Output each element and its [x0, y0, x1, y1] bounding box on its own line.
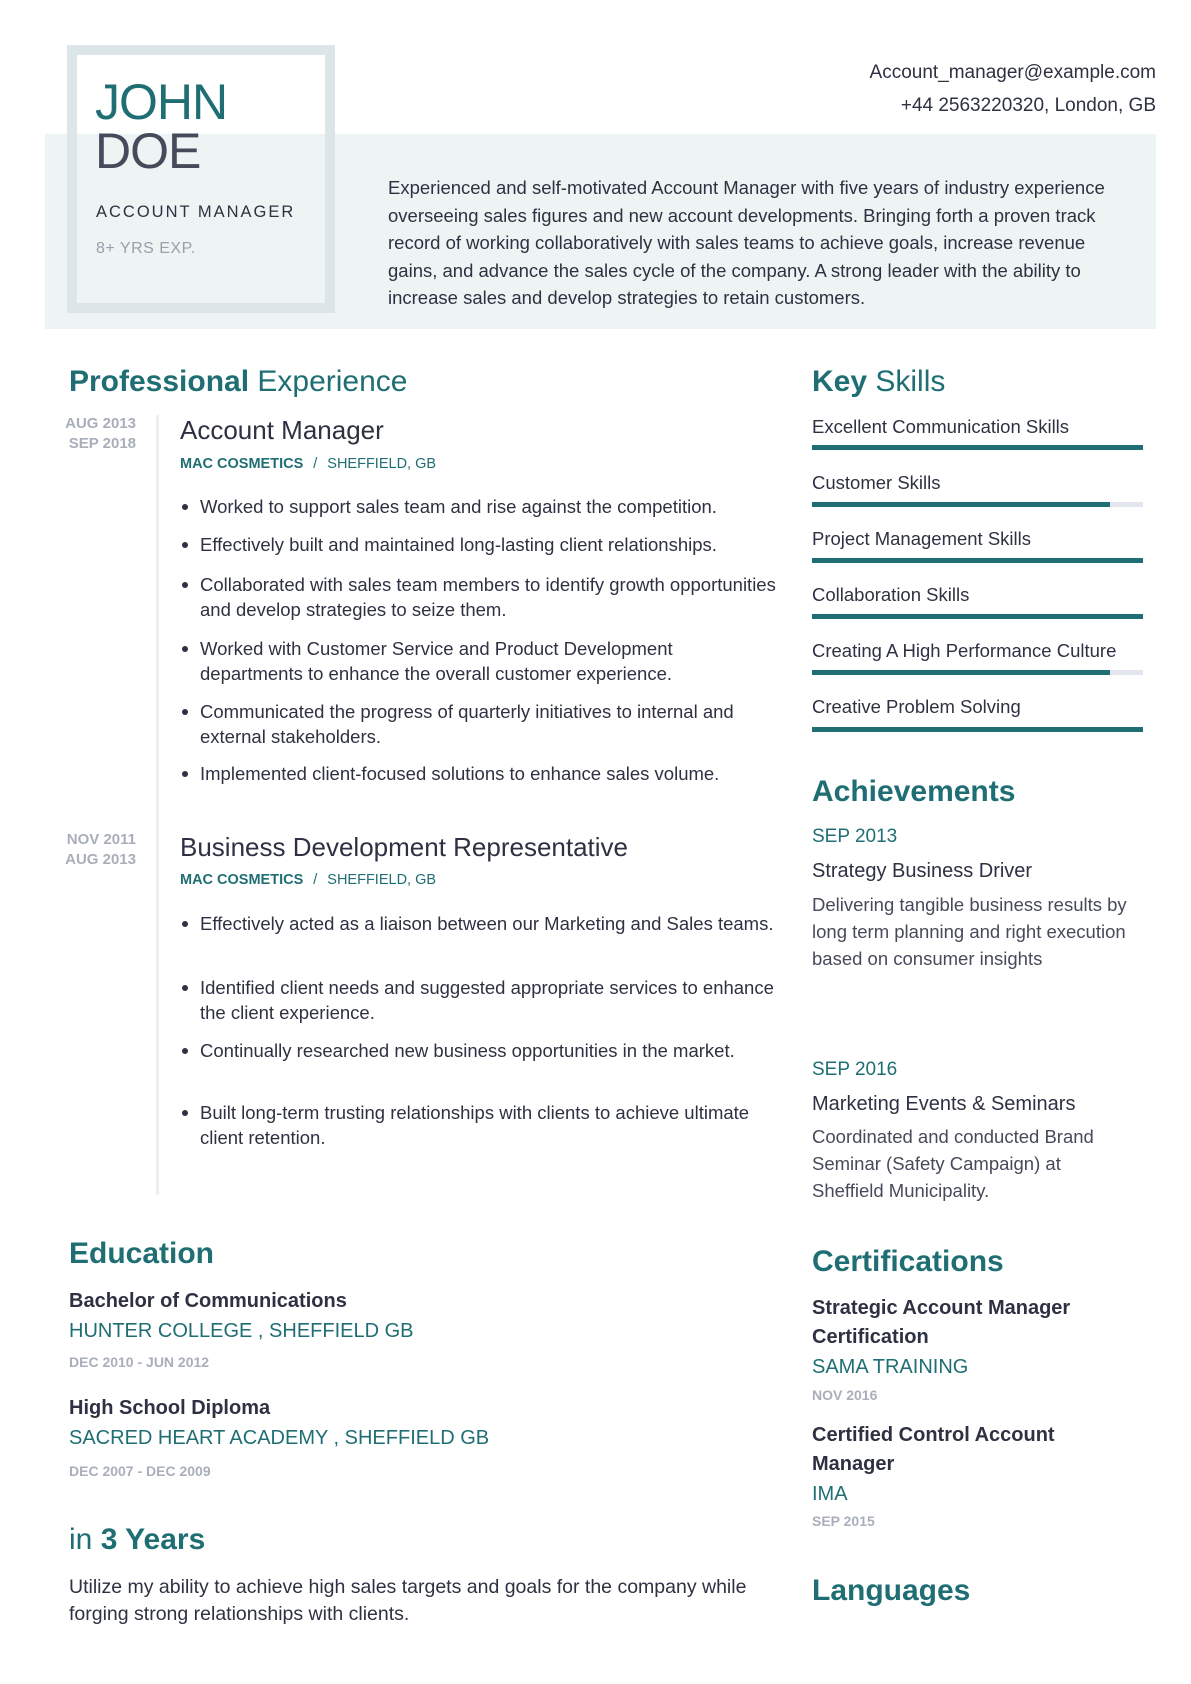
- skills-heading-light: Skills: [867, 365, 946, 398]
- goals-heading: [69, 1523, 205, 1557]
- job-location: SHEFFIELD, GB: [327, 872, 437, 888]
- job-company-line: [180, 871, 436, 889]
- certifications-heading: Certifications: [812, 1245, 1004, 1278]
- certification-title: Certified Control Account Manager: [812, 1424, 1055, 1475]
- job-bullet: Identified client needs and suggested appropriate services to enhance the client experience.: [181, 975, 780, 1025]
- role-title: ACCOUNT MANAGER: [96, 203, 296, 221]
- last-name: DOE: [95, 123, 201, 179]
- skills-heading-bold: Key: [812, 365, 868, 398]
- skill-level-bar: [812, 670, 1143, 675]
- job-start-date: NOV 2011: [66, 831, 136, 848]
- job-bullet: Effectively acted as a liaison between our Marketing and Sales teams.: [181, 911, 780, 936]
- skills-heading: [812, 365, 945, 399]
- education-degree: Bachelor of Communications: [69, 1290, 347, 1312]
- achievement-title: Strategy Business Driver: [812, 860, 1033, 882]
- job-company-line: [180, 455, 436, 473]
- skill-level-fill: [812, 727, 1143, 732]
- job-bullet: Built long-term trusting relationships with clients to achieve ultimate client retention.: [181, 1100, 780, 1150]
- job-bullet: Worked with Customer Service and Product Development departments to enhance the overall customer experience.: [181, 636, 780, 686]
- education-school: HUNTER COLLEGE , SHEFFIELD GB: [69, 1320, 414, 1342]
- separator: /: [313, 456, 318, 472]
- experience-heading-light: Experience: [249, 365, 408, 398]
- education-dates: DEC 2010 - JUN 2012: [69, 1354, 210, 1370]
- education-heading: Education: [69, 1237, 215, 1270]
- summary: Experienced and self-motivated Account Manager with five years of industry experience overseeing sales figures and new account developments. Bringing forth a proven track record of working collaboratively with sales teams to achieve goals, increase revenue gains, and advance the sales cycle of the company. A strong leader with the ability to increase sales and develop strategies to retain customers.: [388, 177, 1105, 308]
- skill-level-fill: [812, 502, 1110, 507]
- education-degree: High School Diploma: [69, 1397, 271, 1419]
- skill-level-fill: [812, 670, 1110, 675]
- achievement-description: Coordinated and conducted Brand Seminar (Safety Campaign) at Sheffield Municipality.: [812, 1126, 1094, 1201]
- job-bullet: Effectively built and maintained long-lasting client relationships.: [181, 532, 780, 557]
- education-dates: DEC 2007 - DEC 2009: [69, 1463, 211, 1479]
- job-title: Account Manager: [180, 415, 384, 445]
- job-end-date: AUG 2013: [65, 851, 136, 868]
- skill-level-bar: [812, 727, 1143, 732]
- achievement-date: SEP 2016: [812, 1059, 898, 1080]
- certification-date: NOV 2016: [812, 1387, 878, 1403]
- experience-heading-bold: Professional: [69, 365, 250, 398]
- separator: /: [313, 872, 318, 888]
- skill-level-bar: [812, 558, 1143, 563]
- goals-text: Utilize my ability to achieve high sales targets and goals for the company while forging strong relationships with clients.: [69, 1576, 747, 1625]
- skill-label: Collaboration Skills: [812, 584, 970, 605]
- experience-years: 8+ YRS EXP.: [96, 240, 196, 257]
- skill-label: Creative Problem Solving: [812, 696, 1021, 717]
- achievements-heading: Achievements: [812, 775, 1016, 808]
- phone-location: +44 2563220320, London, GB: [900, 95, 1156, 116]
- job-title: Business Development Representative: [180, 832, 629, 862]
- job-end-date: SEP 2018: [68, 435, 136, 452]
- skill-level-fill: [812, 614, 1143, 619]
- certification-date: SEP 2015: [812, 1513, 875, 1529]
- job-bullet: Collaborated with sales team members to identify growth opportunities and develop strategies to seize them.: [181, 572, 780, 622]
- achievement-title: Marketing Events & Seminars: [812, 1093, 1076, 1115]
- skill-level-bar: [812, 445, 1143, 450]
- languages-heading: Languages: [812, 1574, 971, 1607]
- skill-label: Customer Skills: [812, 472, 941, 493]
- job-bullet: Continually researched new business opportunities in the market.: [181, 1038, 780, 1063]
- company-name: MAC COSMETICS: [180, 456, 304, 472]
- skill-label: Excellent Communication Skills: [812, 416, 1070, 437]
- certification-title: Strategic Account Manager Certification: [812, 1297, 1071, 1348]
- email[interactable]: Account_manager@example.com: [869, 62, 1156, 83]
- job-bullet: Communicated the progress of quarterly initiatives to internal and external stakeholders.: [181, 699, 780, 749]
- achievement-date: SEP 2013: [812, 826, 898, 847]
- certification-issuer: IMA: [812, 1483, 848, 1505]
- job-bullet: Implemented client-focused solutions to enhance sales volume.: [181, 761, 780, 786]
- experience-heading: [69, 365, 408, 399]
- achievement-description: Delivering tangible business results by long term planning and right execution based on consumer insights: [812, 894, 1127, 969]
- goals-heading-light: in: [69, 1523, 101, 1556]
- skill-level-bar: [812, 502, 1143, 507]
- job-bullet: Worked to support sales team and rise against the competition.: [181, 494, 780, 519]
- education-school: SACRED HEART ACADEMY , SHEFFIELD GB: [69, 1427, 490, 1449]
- job-start-date: AUG 2013: [65, 415, 136, 432]
- goals-heading-bold: 3 Years: [100, 1523, 206, 1556]
- timeline-line: [156, 415, 159, 1195]
- skill-label: Creating A High Performance Culture: [812, 640, 1117, 661]
- skill-level-fill: [812, 445, 1143, 450]
- skill-level-bar: [812, 614, 1143, 619]
- company-name: MAC COSMETICS: [180, 872, 304, 888]
- certification-issuer: SAMA TRAINING: [812, 1356, 969, 1378]
- skill-label: Project Management Skills: [812, 528, 1032, 549]
- job-location: SHEFFIELD, GB: [327, 456, 437, 472]
- first-name: JOHN: [95, 74, 228, 130]
- skill-level-fill: [812, 558, 1143, 563]
